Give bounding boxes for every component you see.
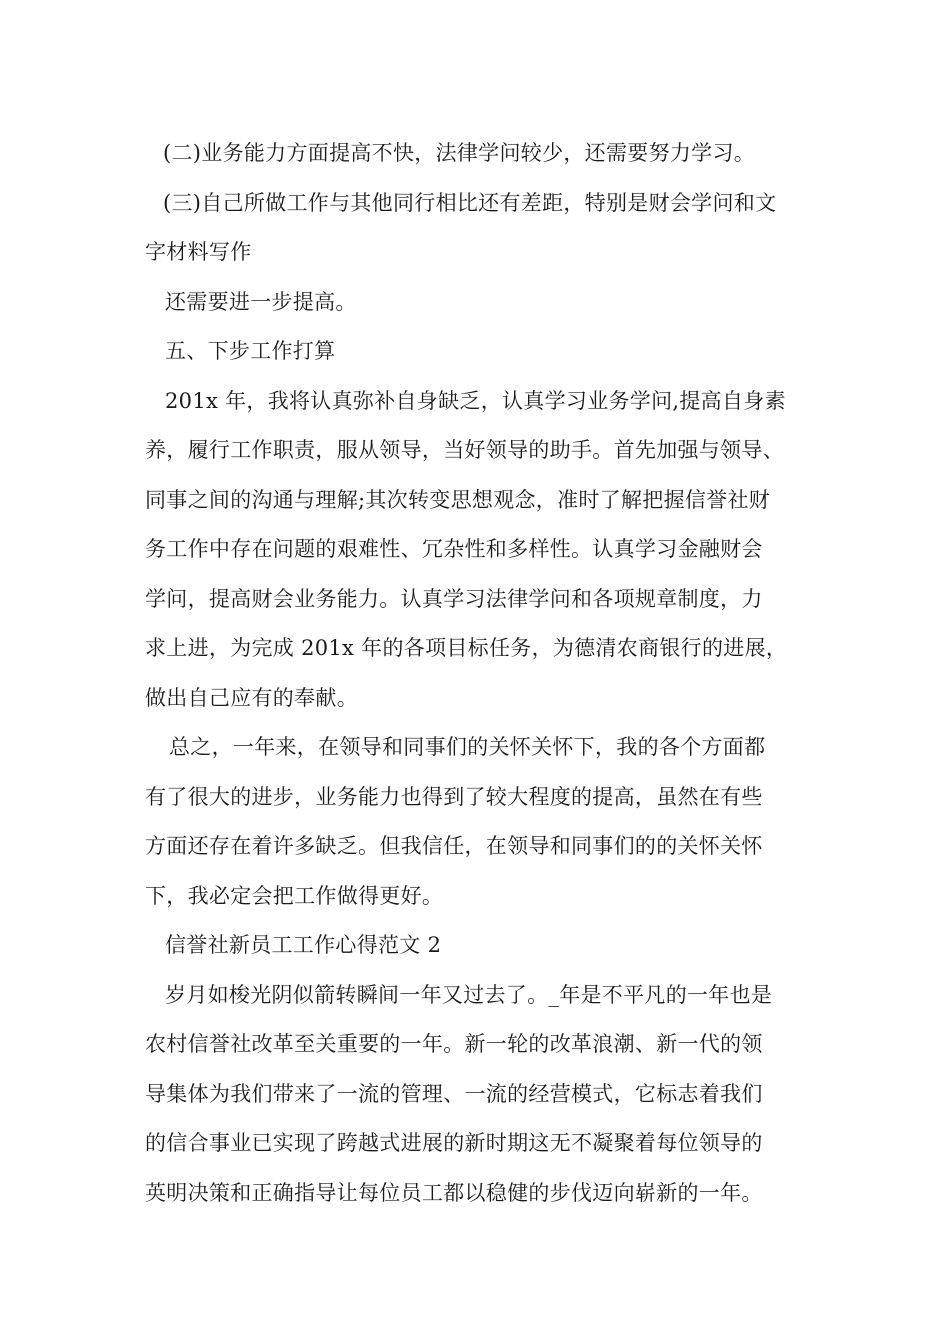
section-heading: 五、下步工作打算: [165, 339, 336, 363]
paragraph-line: 英明决策和正确指导让每位员工都以稳健的步伐迈向崭新的一年。: [145, 1180, 763, 1205]
document-body: [145, 129, 815, 1218]
paragraph-line: (二)业务能力方面提高不快，法律学问较少，还需要努力学习。: [163, 141, 756, 165]
paragraph-line: 岁月如梭光阴似箭转瞬间一年又过去了。_年是不平凡的一年也是: [165, 982, 773, 1007]
paragraph-line: 方面还存在着许多缺乏。但我信任，在领导和同事们的的关怀关怀: [145, 834, 763, 858]
paragraph-line: 做出自己应有的奉献。: [145, 685, 358, 710]
paragraph-line: 201x 年，我将认真弥补自身缺乏，认真学习业务学问,提高自身素: [165, 388, 786, 413]
paragraph-line: 同事之间的沟通与理解;其次转变思想观念，准时了解把握信誉社财: [145, 487, 771, 512]
paragraph-line: 的信合事业已实现了跨越式进展的新时期这无不凝聚着每位领导的: [145, 1131, 763, 1155]
section-heading: 信誉社新员工工作心得范文 2: [165, 933, 442, 957]
paragraph-line: 总之，一年来，在领导和同事们的关怀关怀下，我的各个方面都: [169, 735, 766, 759]
paragraph-line: 导集体为我们带来了一流的管理、一流的经营模式，它标志着我们: [145, 1081, 763, 1106]
paragraph-line: 养，履行工作职责，服从领导，当好领导的助手。首先加强与领导、: [145, 438, 784, 462]
paragraph-line: (三)自己所做工作与其他同行相比还有差距，特别是财会学问和文: [163, 190, 777, 215]
paragraph-line: 字材料写作: [145, 240, 252, 264]
paragraph-line: 务工作中存在问题的艰难性、冗杂性和多样性。认真学习金融财会: [145, 537, 763, 561]
paragraph-line: 有了很大的进步，业务能力也得到了较大程度的提高，虽然在有些: [145, 784, 763, 809]
paragraph-line: 学问，提高财会业务能力。认真学习法律学问和各项规章制度，力: [145, 586, 763, 611]
paragraph-line: 求上进，为完成 201x 年的各项目标任务，为德清农商银行的进展，: [145, 636, 788, 660]
paragraph-line: 下，我必定会把工作做得更好。: [145, 883, 444, 908]
paragraph-line: 还需要进一步提高。: [165, 289, 357, 314]
paragraph-line: 农村信誉社改革至关重要的一年。新一轮的改革浪潮、新一代的领: [145, 1032, 763, 1056]
